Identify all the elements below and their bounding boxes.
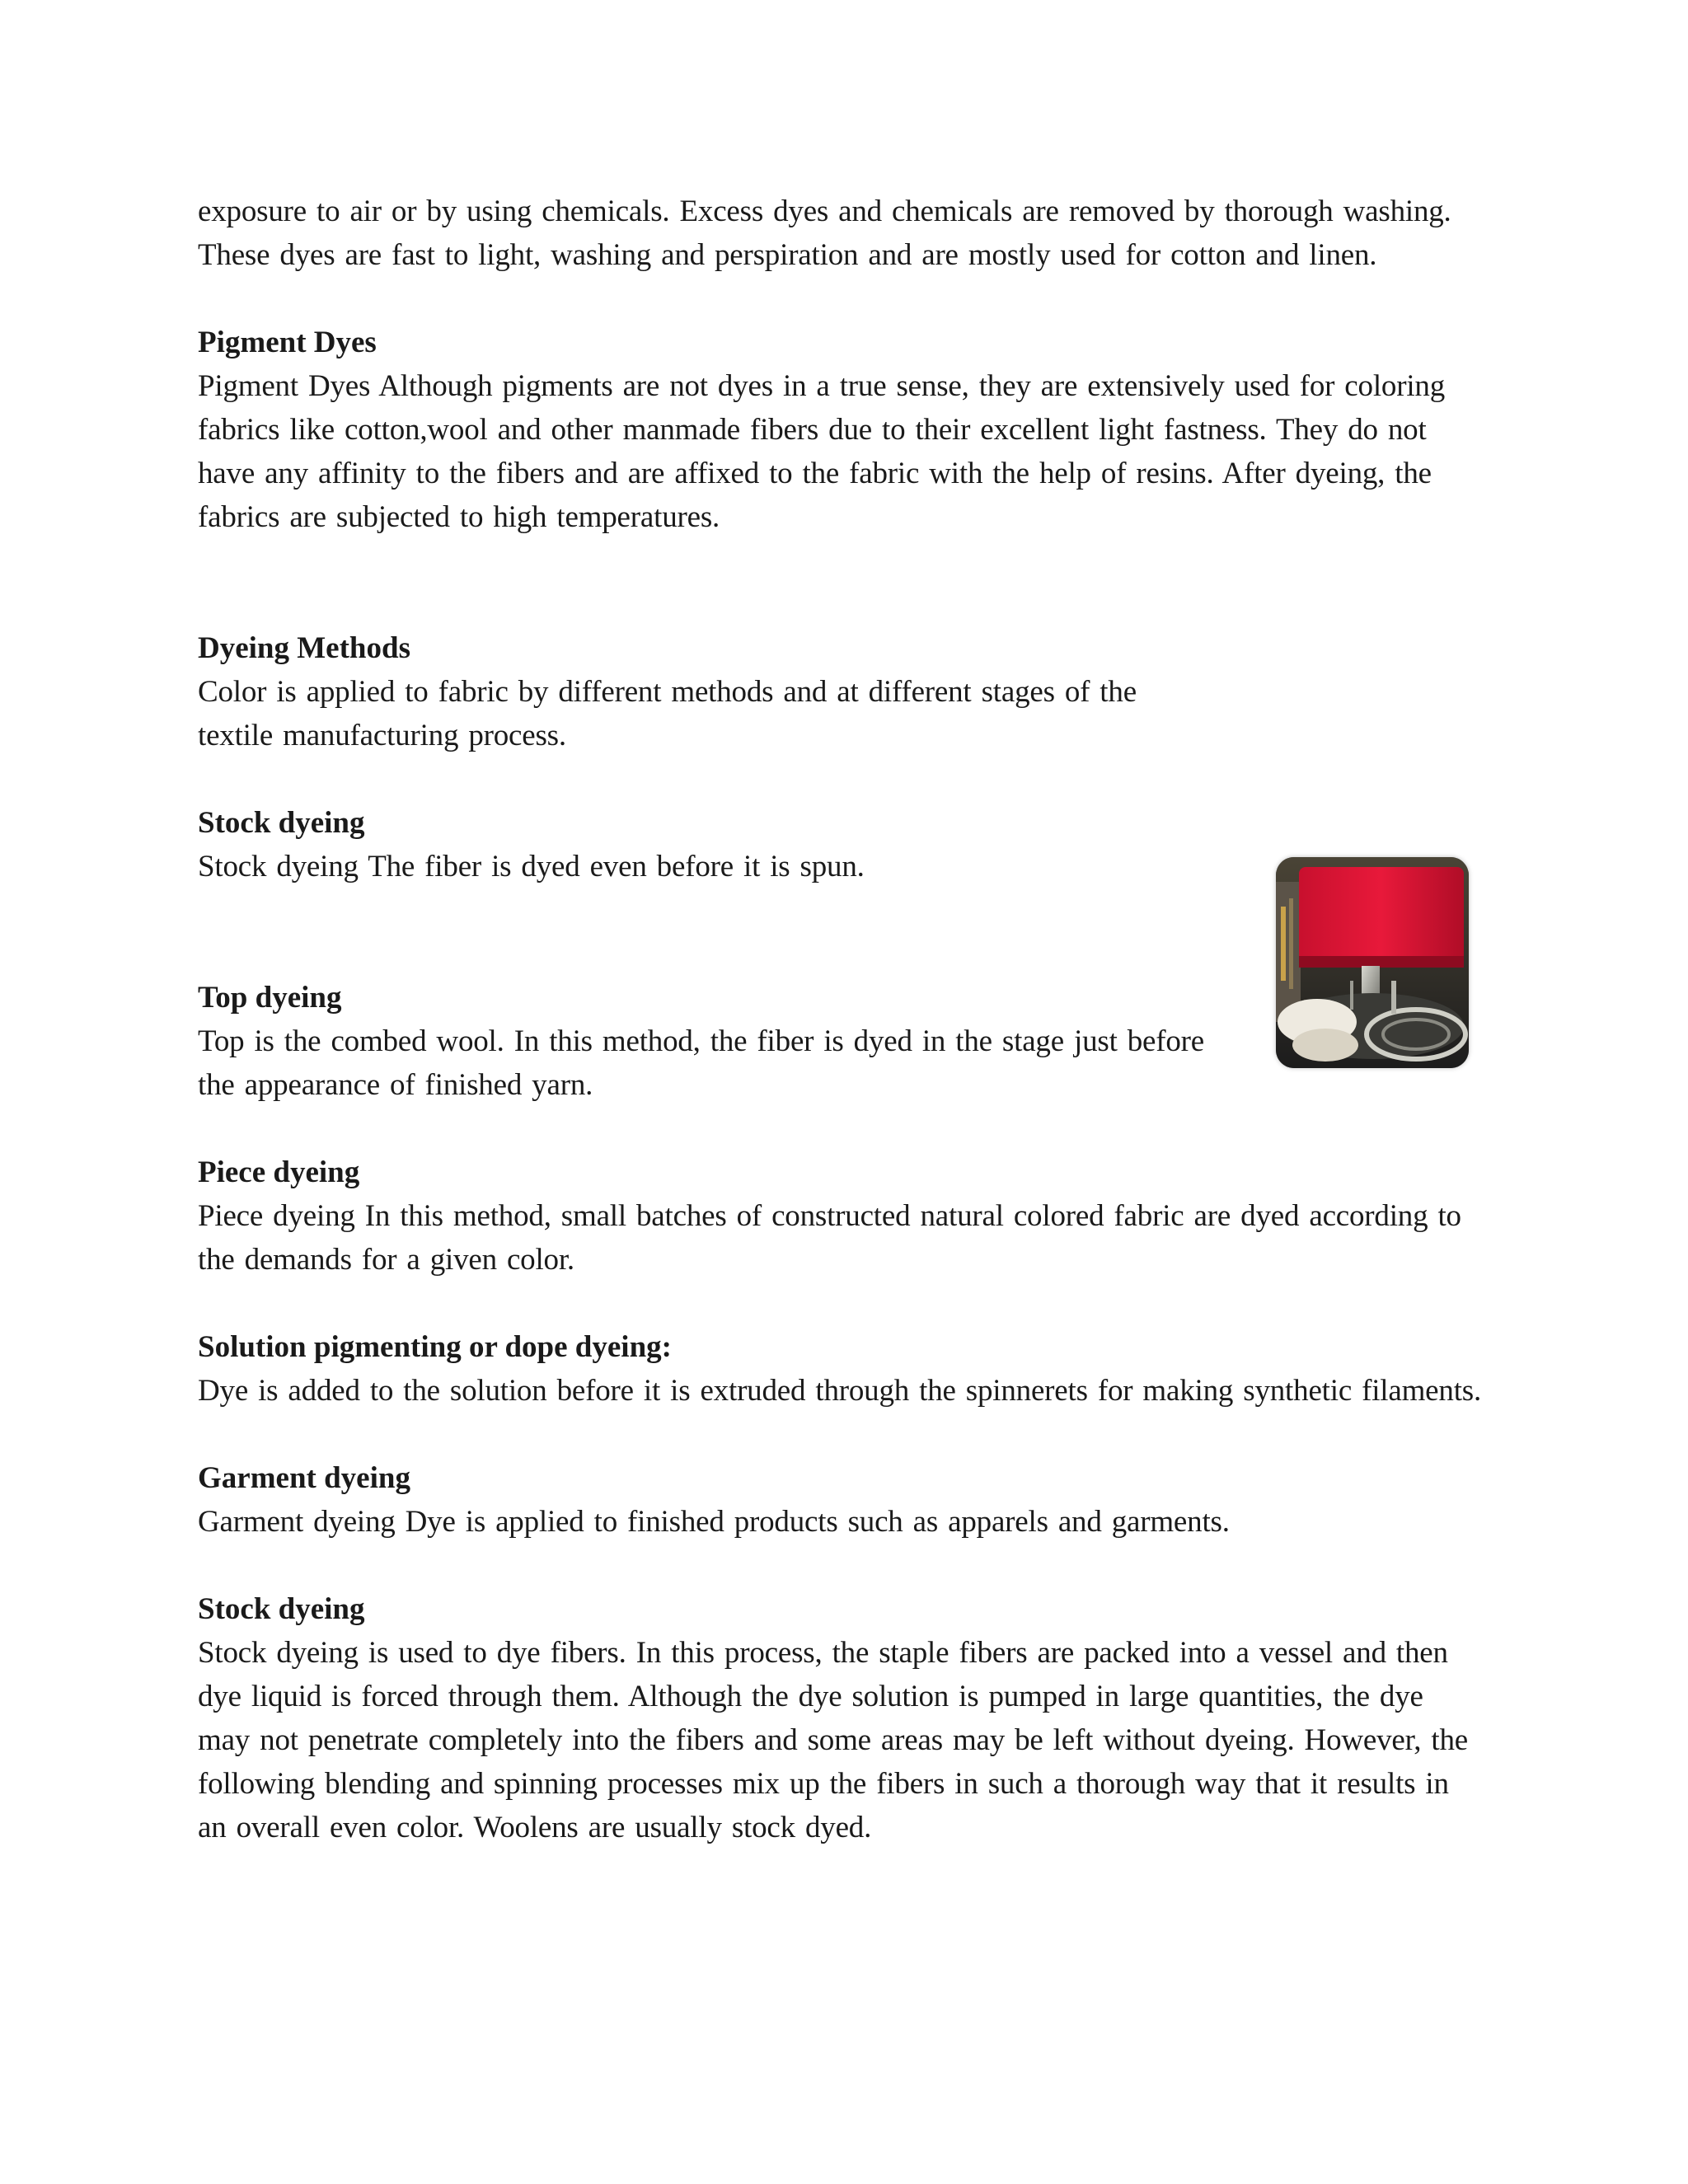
heading-top-dyeing: Top dyeing (198, 981, 342, 1015)
section-dyeing-methods (198, 626, 1484, 757)
paragraph-top-dyeing: Top is the combed wool. In this method, the fiber is dyed in the stage just before the appearance of finished yarn. (198, 1024, 1204, 1102)
heading-garment-dyeing: Garment dyeing (198, 1461, 410, 1495)
heading-stock-dyeing-1: Stock dyeing (198, 806, 365, 840)
paragraph-piece-dyeing: Piece dyeing In this method, small batches of constructed natural colored fabric are dyed according to the demands for a given color. (198, 1199, 1461, 1277)
heading-dyeing-methods: Dyeing Methods (198, 631, 410, 665)
heading-solution-pigmenting: Solution pigmenting or dope dyeing: (198, 1330, 672, 1364)
paragraph-dyeing-methods: Color is applied to fabric by different methods and at different stages of the textile manufacturing process. (198, 675, 1137, 752)
paragraph-garment-dyeing: Garment dyeing Dye is applied to finished products such as apparels and garments. (198, 1505, 1230, 1539)
paragraph-solution-pigmenting: Dye is added to the solution before it is extruded through the spinnerets for making synthetic filaments. (198, 1374, 1482, 1408)
heading-pigment-dyes: Pigment Dyes (198, 326, 377, 359)
paragraph-stock-dyeing-1: Stock dyeing The fiber is dyed even before it is spun. (198, 850, 865, 883)
section-garment-dyeing (198, 1456, 1484, 1544)
paragraph-pigment-dyes: Pigment Dyes Although pigments are not dyes in a true sense, they are extensively used for coloring fabrics like cotton,wool and other manmade fibers due to their excellent light fastness. They do not have any affinity to the fibers and are affixed to the fabric with the help of resins. After dyeing, the fabrics are subjected to high temperatures. (198, 369, 1446, 534)
section-stock-dyeing-2 (198, 1587, 1484, 1849)
intro-paragraph: exposure to air or by using chemicals. Excess dyes and chemicals are removed by thorough washing. These dyes are fast to light, washing and perspiration and are mostly used for cotton and linen. (198, 194, 1451, 272)
heading-piece-dyeing: Piece dyeing (198, 1155, 360, 1189)
dyeing-machine-photo (1276, 857, 1469, 1068)
paragraph-stock-dyeing-2: Stock dyeing is used to dye fibers. In this process, the staple fibers are packed into a vessel and then dye liquid is forced through them. Although the dye solution is pumped in large quantities, the dye may not penetrate completely into the fibers and some areas may be left without dyeing. However, the following blending and spinning processes mix up the fibers in such a thorough way that it results in an overall even color. Woolens are usually stock dyed. (198, 1636, 1468, 1844)
section-piece-dyeing (198, 1151, 1484, 1282)
section-solution-pigmenting (198, 1325, 1484, 1413)
heading-stock-dyeing-2: Stock dyeing (198, 1592, 365, 1626)
section-pigment-dyes (198, 321, 1484, 539)
